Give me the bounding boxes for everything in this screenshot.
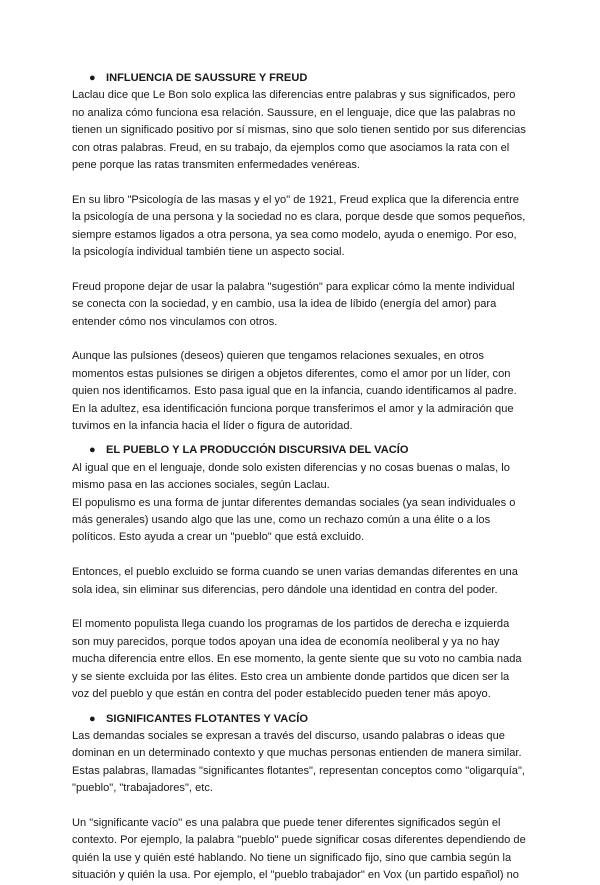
paragraph: Entonces, el pueblo excluido se forma cuando se unen varias demandas diferentes en una sola idea, sin eliminar sus diferencias, pero dándole una identidad en contra del poder.	[72, 566, 518, 596]
paragraph: Un "significante vacío" es una palabra que puede tener diferentes significados según el contexto. Por ejemplo, la palabra "pueblo" puede significar cosas diferentes dependiendo de quién la use y quién esté hablando. No tiene un significado fijo, sino que cambia según la situación y quién la usa. Por ejemplo, el "pueblo trabajador" en Vox (un partido español) no	[72, 816, 526, 882]
section-heading	[72, 711, 528, 728]
bullet-icon: ●	[89, 712, 96, 725]
section-title: SIGNIFICANTES FLOTANTES Y VACÍO	[106, 712, 308, 725]
paragraph: El populismo es una forma de juntar diferentes demandas sociales (ya sean individuales o más generales) usando algo que las une, como un rechazo común a una élite o a los políticos. Esto ayuda a crear un "pueblo" que está excluido.	[72, 496, 516, 544]
paragraph: Al igual que en el lenguaje, donde solo existen diferencias y no cosas buenas o malas, lo mismo pasa en las acciones sociales, según Laclau.	[72, 461, 510, 492]
paragraph: En su libro "Psicología de las masas y el yo" de 1921, Freud explica que la diferencia entre la psicología de una persona y la sociedad no es clara, porque desde que somos pequeños, siempre estamos ligados a otra persona, ya sea como modelo, ayuda o enemigo. Por eso, la psicología individual también tiene un aspecto social.	[72, 193, 526, 259]
bullet-icon: ●	[89, 72, 96, 84]
section-title: EL PUEBLO Y LA PRODUCCIÓN DISCURSIVA DEL VACÍO	[106, 444, 409, 457]
paragraph: Laclau dice que Le Bon solo explica las diferencias entre palabras y sus significados, pero no analiza cómo funciona esa relación. Saussure, en el lenguaje, dice que las palabras no tienen un significado positivo por sí mismas, sino que solo tienen sentido por sus diferencias con otras palabras. Freud, en su trabajo, da ejemplos como que asociamos la rata con el pene porque las ratas transmiten enfermedades venéreas.	[72, 89, 526, 172]
paragraph: Aunque las pulsiones (deseos) quieren que tengamos relaciones sexuales, en otros momentos estas pulsiones se dirigen a objetos diferentes, como el amor por un líder, con quien nos identificamos. Esto pasa igual que en la infancia, cuando identificamos al padre. En la adultez, esa identificación funciona porque transferimos el amor y la admiración que tuvimos en la infancia hacia el líder o figura de autoridad.	[72, 350, 517, 433]
bullet-icon: ●	[89, 444, 96, 457]
section-heading	[72, 70, 528, 87]
section-title: INFLUENCIA DE SAUSSURE Y FREUD	[106, 72, 308, 84]
paragraph: El momento populista llega cuando los programas de los partidos de derecha e izquierda son muy parecidos, porque todos apoyan una idea de economía neoliberal y ya no hay mucha diferencia entre ellos. En ese momento, la gente siente que su voto no cambia nada y se siente excluida por las élites. Esto crea un ambiente donde partidos que dicen ser la voz del pueblo y que están en contra del poder establecido pueden tener más apoyo.	[72, 618, 522, 701]
section-heading	[72, 442, 528, 459]
paragraph: Las demandas sociales se expresan a través del discurso, usando palabras o ideas que dominan en un determinado contexto y que muchas personas entienden de manera similar. Estas palabras, llamadas "significantes flotantes", representan conceptos como "oligarquía", "pueblo", "trabajadores", etc.	[72, 729, 525, 795]
paragraph: Freud propone dejar de usar la palabra "sugestión" para explicar cómo la mente individual se conecta con la sociedad, y en cambio, usa la idea de líbido (energía del amor) para entender cómo nos vinculamos con otros.	[72, 280, 515, 328]
document-body	[72, 70, 528, 885]
